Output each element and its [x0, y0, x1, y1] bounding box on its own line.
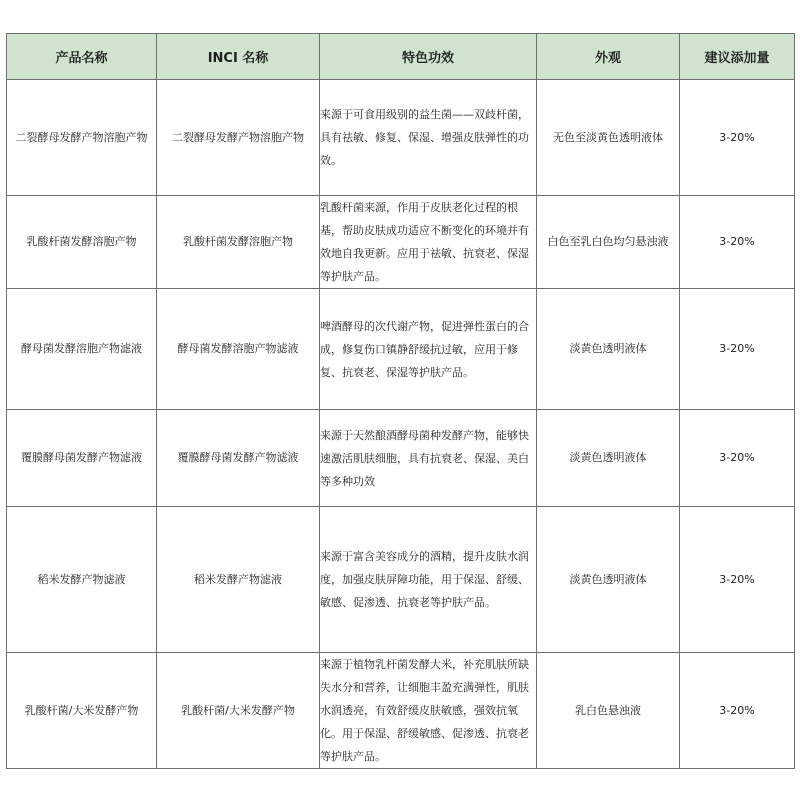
- dosage-cell: 3-20%: [680, 507, 795, 653]
- appearance-cell: 淡黄色透明液体: [537, 410, 680, 507]
- top-margin: [0, 0, 800, 33]
- product-name-cell: 乳酸杆菌发酵溶胞产物: [7, 196, 157, 289]
- table-row: [7, 507, 795, 653]
- table-row: [7, 410, 795, 507]
- feature-cell: 啤酒酵母的次代谢产物，促进弹性蛋白的合成，修复伤口镇静舒缓抗过敏，应用于修复、抗衰老、保湿等护肤产品。: [320, 289, 537, 410]
- feature-cell: 来源于可食用级别的益生菌——双歧杆菌，具有祛敏、修复、保湿、增强皮肤弹性的功效。: [320, 80, 537, 196]
- product-name-cell: 稻米发酵产物滤液: [7, 507, 157, 653]
- inci-name-cell: 酵母菌发酵溶胞产物滤液: [157, 289, 320, 410]
- appearance-cell: 淡黄色透明液体: [537, 289, 680, 410]
- table-row: [7, 80, 795, 196]
- inci-name-cell: 乳酸杆菌/大米发酵产物: [157, 653, 320, 769]
- inci-name-cell: 乳酸杆菌发酵溶胞产物: [157, 196, 320, 289]
- appearance-cell: 乳白色悬浊液: [537, 653, 680, 769]
- product-table: [6, 33, 795, 769]
- dosage-cell: 3-20%: [680, 80, 795, 196]
- feature-cell: 来源于天然酿酒酵母菌种发酵产物，能够快速激活肌肤细胞，具有抗衰老、保湿、美白等多种功效: [320, 410, 537, 507]
- dosage-cell: 3-20%: [680, 653, 795, 769]
- table-row: [7, 289, 795, 410]
- inci-name-cell: 覆膜酵母菌发酵产物滤液: [157, 410, 320, 507]
- header-row: [7, 34, 795, 80]
- header-appearance: 外观: [537, 34, 680, 80]
- header-dosage: 建议添加量: [680, 34, 795, 80]
- dosage-cell: 3-20%: [680, 289, 795, 410]
- inci-name-cell: 二裂酵母发酵产物溶胞产物: [157, 80, 320, 196]
- appearance-cell: 无色至淡黄色透明液体: [537, 80, 680, 196]
- product-name-cell: 乳酸杆菌/大米发酵产物: [7, 653, 157, 769]
- inci-name-cell: 稻米发酵产物滤液: [157, 507, 320, 653]
- product-name-cell: 覆膜酵母菌发酵产物滤液: [7, 410, 157, 507]
- header-inci-name: INCI 名称: [157, 34, 320, 80]
- appearance-cell: 淡黄色透明液体: [537, 507, 680, 653]
- table-row: [7, 196, 795, 289]
- dosage-cell: 3-20%: [680, 410, 795, 507]
- feature-cell: 来源于植物乳杆菌发酵大米，补充肌肤所缺失水分和营养，让细胞丰盈充满弹性，肌肤水润透亮，有效舒缓皮肤敏感，强效抗氧化。用于保湿、舒缓敏感、促渗透、抗衰老等护肤产品。: [320, 653, 537, 769]
- header-feature-effect: 特色功效: [320, 34, 537, 80]
- feature-cell: 乳酸杆菌来源，作用于皮肤老化过程的根基，帮助皮肤成功适应不断变化的环境并有效地自我更新。应用于祛敏、抗衰老、保湿等护肤产品。: [320, 196, 537, 289]
- feature-cell: 来源于富含美容成分的酒精，提升皮肤水润度，加强皮肤屏障功能，用于保湿、舒缓、敏感、促渗透、抗衰老等护肤产品。: [320, 507, 537, 653]
- dosage-cell: 3-20%: [680, 196, 795, 289]
- appearance-cell: 白色至乳白色均匀悬浊液: [537, 196, 680, 289]
- product-name-cell: 酵母菌发酵溶胞产物滤液: [7, 289, 157, 410]
- product-name-cell: 二裂酵母发酵产物溶胞产物: [7, 80, 157, 196]
- header-product-name: 产品名称: [7, 34, 157, 80]
- table-row: [7, 653, 795, 769]
